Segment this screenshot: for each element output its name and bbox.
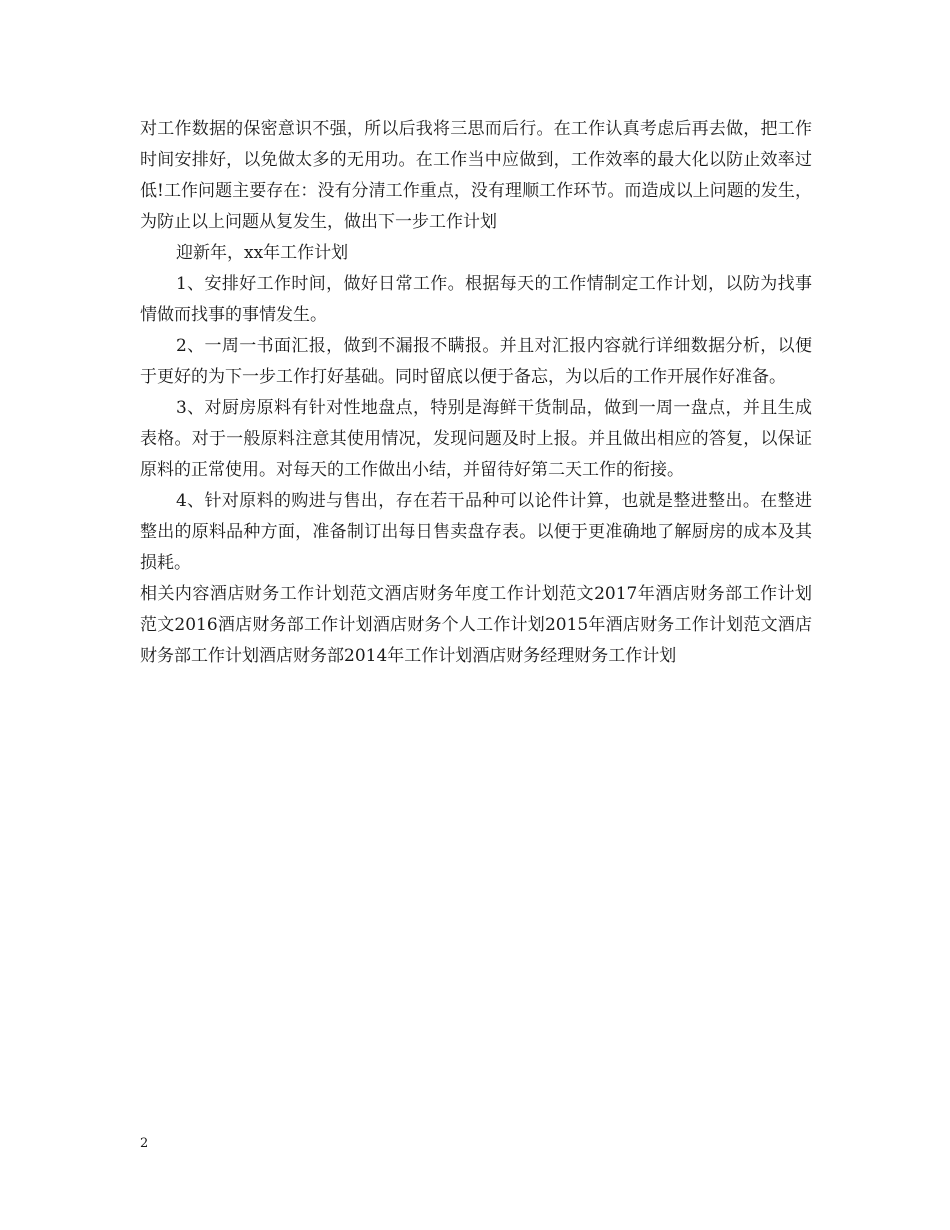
page-number: 2 bbox=[140, 1136, 149, 1151]
paragraph-item-4: 4、针对原料的购进与售出，存在若干品种可以论件计算，也就是整进整出。在整进整出的原料品种方面，准备制订出每日售卖盘存表。以便于更准确地了解厨房的成本及其损耗。 bbox=[140, 491, 812, 573]
paragraph-related-content: 相关内容酒店财务工作计划范文酒店财务年度工作计划范文2017年酒店财务部工作计划范文2016酒店财务部工作计划酒店财务个人工作计划2015年酒店财务工作计划范文酒店财务部工作计划酒店财务部2014年工作计划酒店财务经理财务工作计划 bbox=[140, 584, 812, 666]
paragraph-item-3: 3、对厨房原料有针对性地盘点，特别是海鲜干货制品，做到一周一盘点，并且生成表格。对于一般原料注意其使用情况，发现问题及时上报。并且做出相应的答复，以保证原料的正常使用。对每天的工作做出小结，并留待好第二天工作的衔接。 bbox=[140, 398, 812, 480]
paragraph-item-1: 1、安排好工作时间，做好日常工作。根据每天的工作情制定工作计划，以防为找事情做而找事的事情发生。 bbox=[140, 274, 812, 325]
paragraph-continuation: 对工作数据的保密意识不强，所以后我将三思而后行。在工作认真考虑后再去做，把工作时间安排好，以免做太多的无用功。在工作当中应做到，工作效率的最大化以防止效率过低!工作问题主要存在：没有分清工作重点，没有理顺工作环节。而造成以上问题的发生，为防止以上问题从复发生，做出下一步工作计划 bbox=[140, 119, 812, 232]
document-body bbox=[140, 114, 812, 672]
paragraph-heading-new-year-plan: 迎新年，xx年工作计划 bbox=[176, 243, 349, 263]
paragraph-item-2: 2、一周一书面汇报，做到不漏报不瞒报。并且对汇报内容就行详细数据分析，以便于更好的为下一步工作打好基础。同时留底以便于备忘，为以后的工作开展作好准备。 bbox=[140, 336, 812, 387]
